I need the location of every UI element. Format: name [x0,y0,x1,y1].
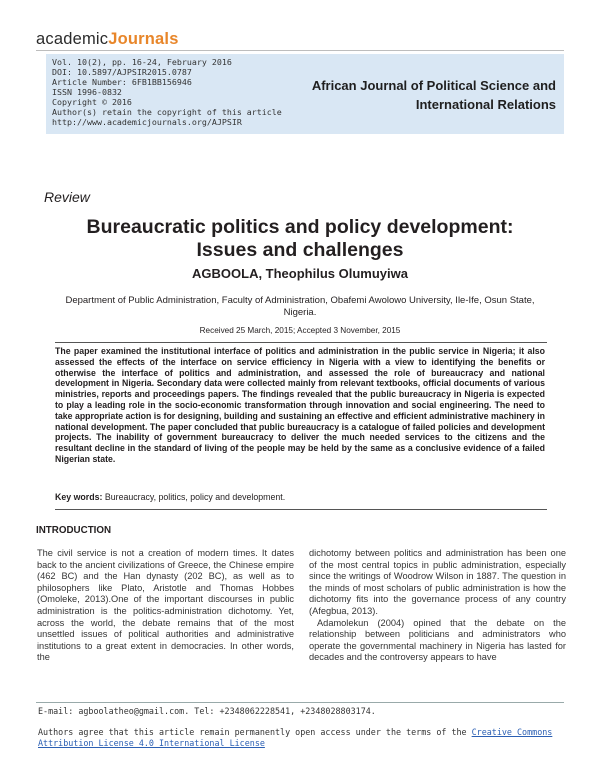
intro-paragraph-2: dichotomy between politics and administration has been one of the most central topics in public administration, especially since the writings of Woodrow Wilson in 1887. The question in the minds of most scholars of public administration is how the dichotomy fits into the governance process of any country (Afegbua, 2013). [309,548,566,616]
meta-url[interactable]: http://www.academicjournals.org/AJPSIR [52,117,242,127]
author-affiliation: Department of Public Administration, Faculty of Administration, Obafemi Awolowo University, Ile-Ife, Osun State, Nigeria. [65,295,535,318]
received-dates: Received 25 March, 2015; Accepted 3 November, 2015 [199,326,401,335]
journal-title-line1: African Journal of Political Science and [311,78,556,93]
meta-volume: Vol. 10(2), pp. 16-24, February 2016 [52,57,232,67]
license-text: Authors agree that this article remain permanently open access under the terms of the [38,727,467,737]
article-title-line2: Issues and challenges [196,239,404,261]
article-title [40,216,560,262]
body-column-right [309,548,566,664]
footer-divider [36,702,564,703]
logo-academic: academic [36,30,109,48]
publisher-logo [36,30,179,49]
article-title-line1: Bureaucratic politics and policy development: [86,216,514,238]
keywords [55,492,545,502]
header-divider [36,50,564,51]
keywords-label: Key words: [55,492,103,502]
journal-title-line2: International Relations [415,97,556,112]
article-metadata [46,54,298,134]
logo-journals: Journals [108,30,179,48]
body-column-left [37,548,294,664]
meta-copyright: Copyright © 2016 [52,97,132,107]
author-name: AGBOOLA, Theophilus Olumuyiwa [192,266,408,281]
introduction-heading: INTRODUCTION [36,525,112,536]
meta-article-number: Article Number: 6FB1BB156946 [52,77,192,87]
abstract-divider-bottom [55,509,547,510]
abstract-divider-top [55,342,547,343]
journal-title [298,54,564,134]
meta-rights: Author(s) retain the copyright of this article [52,107,282,117]
author-email: E-mail: agboolatheo@gmail.com. Tel: +2348062228541, +2348028803174. [38,706,376,716]
meta-doi: DOI: 10.5897/AJPSIR2015.0787 [52,67,192,77]
meta-issn: ISSN 1996-0832 [52,87,122,97]
intro-paragraph-3: Adamolekun (2004) opined that the debate on the relationship between politicians and administrators who operate the governmental machinery in Nigeria has lasted for decades and the controversy appears to have [309,617,566,663]
abstract-text: The paper examined the institutional interface of politics and administration in the public service in Nigeria; it also assessed the effects of the interface on service efficiency in Nigeria with a view to identifying the benefits or otherwise the interface of politics and administration, and assessed the role of bureaucracy and national development in Nigeria. Secondary data were collected mainly from relevant textbooks, official documents of various ministries, reports and proceedings papers. The findings revealed that the public bureaucracy in Nigeria is expected to play a leading role in the socio-economic transformation through innovation and social engineering. The need to take appropriate action is for designing, building and sustaining an effective and efficient administrative machinery in national development. The paper concluded that public bureaucracy is a catalogue of failed policies and development projects. The inability of government bureaucracy to deliver the much needed services to the citizens and the resultant decline in the standard of living of the people may be held by the same as a conclusive evidence of a failed Nigerian state. [55,346,545,464]
intro-paragraph-1: The civil service is not a creation of modern times. It dates back to the ancient civilizations of Greece, the Chinese empire (462 BC) and the Han dynasty (202 BC), as well as to philosophers like Plato, Aristotle and Thomas Hobbes (Omoleke, 2013).One of the important discourses in public administration is the politics-administration dichotomy. Yet, across the world, the debate remains that of the most unsettled issues of political authorities and administrative institutions to a great extent in democracies. In other words, the [37,548,294,663]
section-label: Review [44,189,90,205]
keywords-list: Bureaucracy, politics, policy and development. [104,492,286,502]
license-notice [38,727,562,749]
license-link[interactable]: Creative Commons Attribution License 4.0 International License [38,727,553,748]
